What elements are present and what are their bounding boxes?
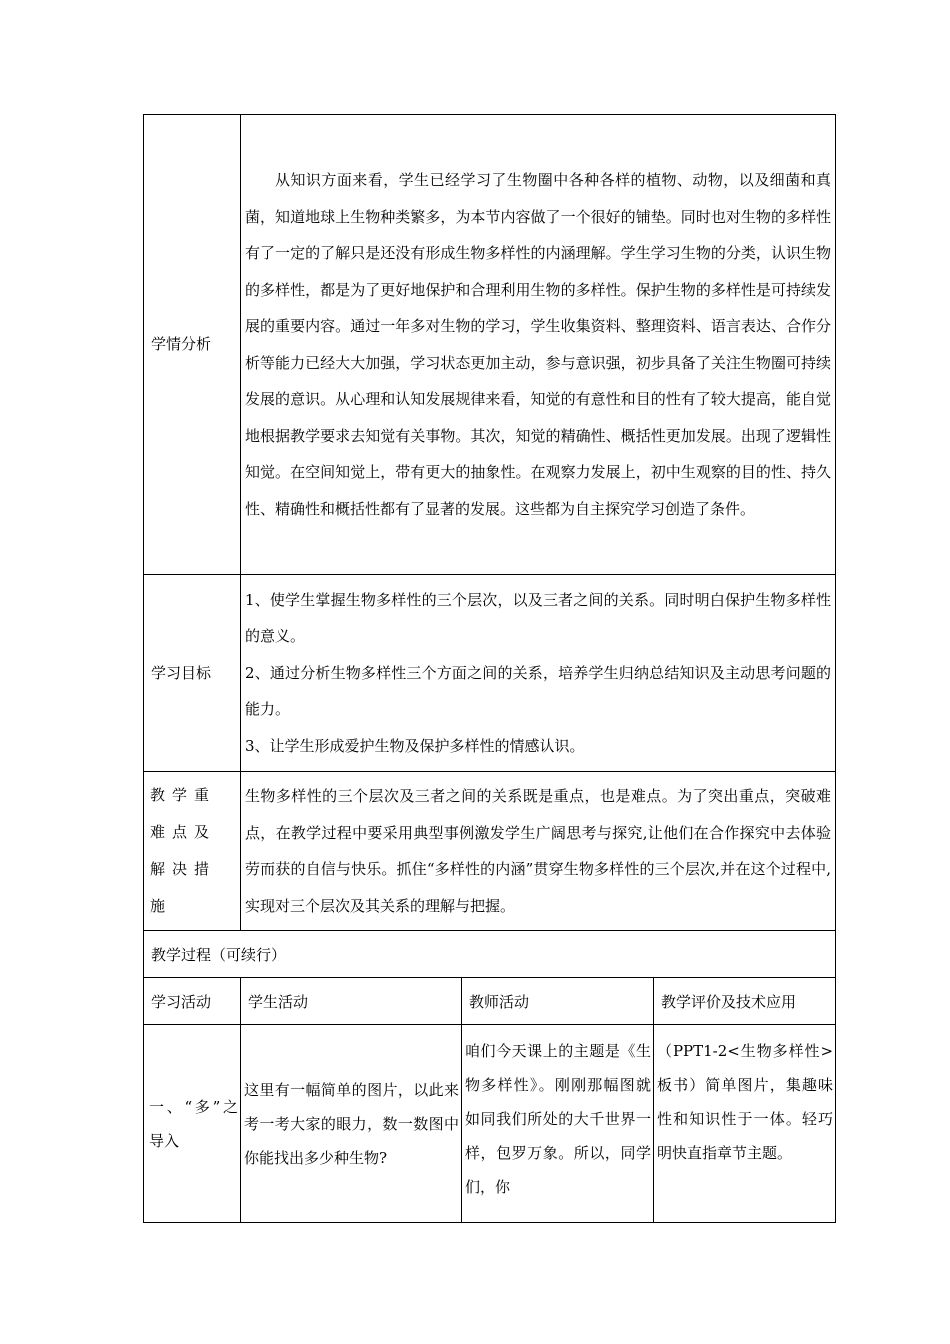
process-title: 教学过程（可续行） xyxy=(151,945,287,964)
goals-content-cell xyxy=(241,575,836,772)
column-header: 学习活动 xyxy=(144,978,241,1025)
column-header: 学生活动 xyxy=(241,978,462,1025)
teacher-activity-cell xyxy=(462,1025,654,1223)
analysis-label-cell xyxy=(144,115,241,575)
teacher-activity: 咱们今天课上的主题是《生物多样性》。刚刚那幅图就如同我们所处的大千世界一样，包罗万象。所以，同学们，你 xyxy=(465,1042,651,1196)
goal-item: 2、通过分析生物多样性三个方面之间的关系，培养学生归纳总结知识及主动思考问题的能力。 xyxy=(245,663,832,719)
activity-row xyxy=(144,1025,836,1223)
goals-list xyxy=(241,582,835,765)
goals-label: 学习目标 xyxy=(151,663,212,682)
evaluation-text: （PPT1-2<生物多样性>板书）简单图片，集趣味性和知识性于一体。轻巧明快直指章节主题。 xyxy=(657,1042,834,1162)
column-header: 教师活动 xyxy=(462,978,654,1025)
keypoints-row xyxy=(144,772,836,931)
keypoints-label: 教学重难点及解决措施 xyxy=(150,786,217,915)
lesson-plan-table xyxy=(143,114,836,1223)
activity-name: 一、“多”之导入 xyxy=(149,1097,238,1150)
evaluation-cell xyxy=(654,1025,836,1223)
analysis-content-cell xyxy=(241,115,836,575)
lesson-plan-sheet xyxy=(143,114,835,1223)
student-activity: 这里有一幅简单的图片，以此来考一考大家的眼力，数一数图中你能找出多少种生物? xyxy=(244,1080,459,1167)
analysis-label: 学情分析 xyxy=(151,335,212,353)
process-title-cell xyxy=(144,931,836,978)
activity-name-cell xyxy=(144,1025,241,1223)
analysis-row xyxy=(144,115,836,575)
goals-label-cell xyxy=(144,575,241,772)
goal-item: 1、使学生掌握生物多样性的三个层次，以及三者之间的关系。同时明白保护生物多样性的意义。 xyxy=(245,590,832,646)
goals-row xyxy=(144,575,836,772)
analysis-text: 从知识方面来看，学生已经学习了生物圈中各种各样的植物、动物，以及细菌和真菌，知道地球上生物种类繁多，为本节内容做了一个很好的铺垫。同时也对生物的多样性有了一定的了解只是还没有形成生物多样性的内涵理解。学生学习生物的分类，认识生物的多样性，都是为了更好地保护和合理利用生物的多样性。保护生物的多样性是可持续发展的重要内容。通过一年多对生物的学习，学生收集资料、整理资料、语言表达、合作分析等能力已经大大加强，学习状态更加主动，参与意识强，初步具备了关注生物圈可持续发展的意识。从心理和认知发展规律来看，知觉的有意性和目的性有了较大提高，能自觉地根据教学要求去知觉有关事物。其次，知觉的精确性、概括性更加发展。出现了逻辑性知觉。在空间知觉上，带有更大的抽象性。在观察力发展上，初中生观察的目的性、持久性、精确性和概括性都有了显著的发展。这些都为自主探究学习创造了条件。 xyxy=(245,171,832,518)
keypoints-content-cell xyxy=(241,772,836,931)
goal-item: 3、让学生形成爱护生物及保护多样性的情感认识。 xyxy=(245,736,585,755)
student-activity-cell xyxy=(241,1025,462,1223)
process-title-row xyxy=(144,931,836,978)
column-header-row xyxy=(144,978,836,1025)
column-header: 教学评价及技术应用 xyxy=(654,978,836,1025)
keypoints-text: 生物多样性的三个层次及三者之间的关系既是重点，也是难点。为了突出重点，突破难点，在教学过程中要采用典型事例激发学生广阔思考与探究,让他们在合作探究中去体验劳而获的自信与快乐。抓住“多样性的内涵”贯穿生物多样性的三个层次,并在这个过程中,实现对三个层次及其关系的理解与把握。 xyxy=(245,787,832,915)
keypoints-label-cell xyxy=(144,772,241,931)
